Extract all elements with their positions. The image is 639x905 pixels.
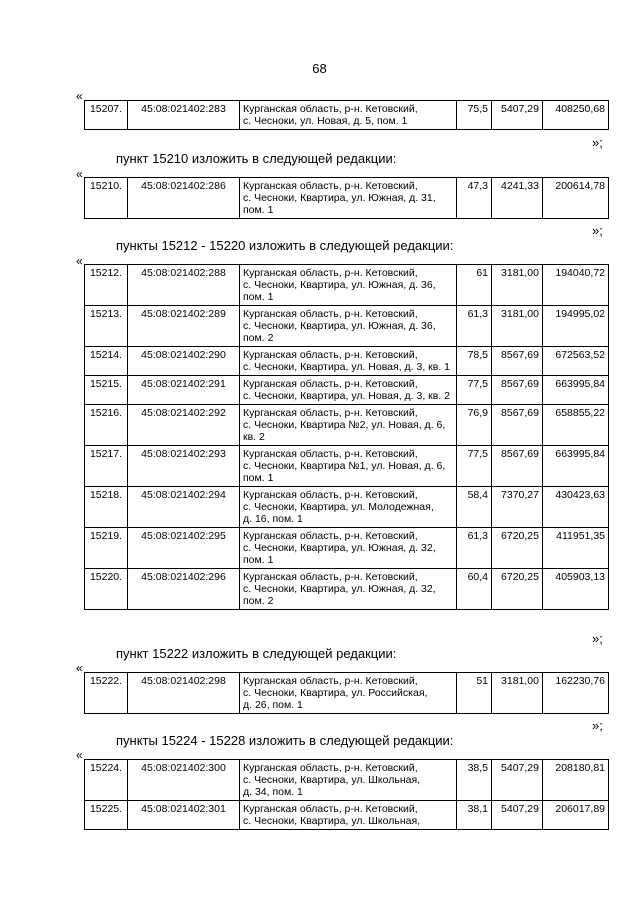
- open-quote: «: [76, 89, 83, 103]
- address: [240, 347, 457, 376]
- row-number: 15222.: [85, 673, 128, 714]
- address-line: Курганская область, р-н. Кетовский,: [243, 762, 418, 774]
- cadastral-value: 208180,81: [543, 760, 609, 801]
- cadastral-number: 45:08:021402:298: [128, 673, 240, 714]
- address: [240, 101, 457, 130]
- table-row: [85, 673, 609, 714]
- specific-value: 5407,29: [492, 101, 543, 130]
- area: 76,9: [457, 405, 492, 446]
- cadastral-number: 45:08:021402:301: [128, 801, 240, 830]
- address-line: Курганская область, р-н. Кетовский,: [243, 448, 418, 460]
- address: [240, 306, 457, 347]
- cadastral-value: 430423,63: [543, 487, 609, 528]
- amendment-paragraph: пункты 15212 - 15220 изложить в следующей редакции:: [116, 238, 454, 253]
- row-number: 15220.: [85, 569, 128, 610]
- address-line: Курганская область, р-н. Кетовский,: [243, 267, 418, 279]
- specific-value: 4241,33: [492, 178, 543, 219]
- address-line: с. Чесноки, Квартира №1, ул. Новая, д. 6,: [243, 460, 446, 472]
- cadastral-number: 45:08:021402:295: [128, 528, 240, 569]
- close-quote: »;: [592, 718, 603, 733]
- table-row: [85, 801, 609, 830]
- row-number: 15219.: [85, 528, 128, 569]
- cadastral-table: [84, 264, 609, 610]
- cadastral-number: 45:08:021402:296: [128, 569, 240, 610]
- specific-value: 3181,00: [492, 673, 543, 714]
- cadastral-number: 45:08:021402:283: [128, 101, 240, 130]
- cadastral-number: 45:08:021402:300: [128, 760, 240, 801]
- address: [240, 265, 457, 306]
- address-line: с. Чесноки, Квартира, ул. Южная, д. 36,: [243, 320, 436, 332]
- table-row: [85, 446, 609, 487]
- cadastral-value: 663995,84: [543, 446, 609, 487]
- row-number: 15215.: [85, 376, 128, 405]
- cadastral-number: 45:08:021402:286: [128, 178, 240, 219]
- address: [240, 178, 457, 219]
- specific-value: 8567,69: [492, 347, 543, 376]
- table-row: [85, 101, 609, 130]
- open-quote: «: [76, 254, 83, 268]
- area: 38,1: [457, 801, 492, 830]
- close-quote: »;: [592, 135, 603, 150]
- address-line: Курганская область, р-н. Кетовский,: [243, 803, 418, 815]
- close-quote: »;: [592, 631, 603, 646]
- cadastral-number: 45:08:021402:288: [128, 265, 240, 306]
- cadastral-value: 162230,76: [543, 673, 609, 714]
- cadastral-number: 45:08:021402:294: [128, 487, 240, 528]
- area: 38,5: [457, 760, 492, 801]
- address: [240, 569, 457, 610]
- cadastral-value: 408250,68: [543, 101, 609, 130]
- open-quote: «: [76, 748, 83, 762]
- table-row: [85, 569, 609, 610]
- address: [240, 673, 457, 714]
- address-line: пом. 2: [243, 332, 274, 344]
- row-number: 15210.: [85, 178, 128, 219]
- area: 61: [457, 265, 492, 306]
- address: [240, 376, 457, 405]
- address-line: с. Чесноки, Квартира, ул. Российская,: [243, 687, 428, 699]
- area: 51: [457, 673, 492, 714]
- row-number: 15217.: [85, 446, 128, 487]
- address-line: с. Чесноки, Квартира, ул. Южная, д. 32,: [243, 583, 436, 595]
- cadastral-value: 411951,35: [543, 528, 609, 569]
- area: 47,3: [457, 178, 492, 219]
- address-line: Курганская область, р-н. Кетовский,: [243, 180, 418, 192]
- address: [240, 760, 457, 801]
- cadastral-value: 194995,02: [543, 306, 609, 347]
- address-line: д. 26, пом. 1: [243, 699, 303, 711]
- row-number: 15212.: [85, 265, 128, 306]
- cadastral-number: 45:08:021402:293: [128, 446, 240, 487]
- address-line: кв. 2: [243, 431, 265, 443]
- specific-value: 8567,69: [492, 446, 543, 487]
- address-line: Курганская область, р-н. Кетовский,: [243, 571, 418, 583]
- cadastral-number: 45:08:021402:289: [128, 306, 240, 347]
- table-row: [85, 405, 609, 446]
- amendment-paragraph: пункты 15224 - 15228 изложить в следующей редакции:: [116, 733, 454, 748]
- address-line: пом. 1: [243, 472, 274, 484]
- area: 58,4: [457, 487, 492, 528]
- specific-value: 8567,69: [492, 405, 543, 446]
- cadastral-value: 200614,78: [543, 178, 609, 219]
- address-line: с. Чесноки, Квартира, ул. Школьная,: [243, 815, 421, 827]
- area: 61,3: [457, 528, 492, 569]
- address-line: пом. 1: [243, 204, 274, 216]
- row-number: 15213.: [85, 306, 128, 347]
- address: [240, 405, 457, 446]
- cadastral-table: [84, 672, 609, 714]
- address-line: Курганская область, р-н. Кетовский,: [243, 530, 418, 542]
- area: 61,3: [457, 306, 492, 347]
- row-number: 15225.: [85, 801, 128, 830]
- address-line: с. Чесноки, Квартира, ул. Южная, д. 36,: [243, 279, 436, 291]
- address-line: д. 16, пом. 1: [243, 513, 303, 525]
- table-row: [85, 376, 609, 405]
- address: [240, 801, 457, 830]
- table-row: [85, 760, 609, 801]
- address-line: пом. 1: [243, 291, 274, 303]
- cadastral-value: 405903,13: [543, 569, 609, 610]
- specific-value: 3181,00: [492, 265, 543, 306]
- cadastral-value: 206017,89: [543, 801, 609, 830]
- address-line: пом. 1: [243, 554, 274, 566]
- close-quote: »;: [592, 223, 603, 238]
- address-line: Курганская область, р-н. Кетовский,: [243, 407, 418, 419]
- cadastral-number: 45:08:021402:290: [128, 347, 240, 376]
- address-line: Курганская область, р-н. Кетовский,: [243, 308, 418, 320]
- area: 77,5: [457, 376, 492, 405]
- address-line: с. Чесноки, Квартира, ул. Южная, д. 32,: [243, 542, 436, 554]
- address-line: с. Чесноки, Квартира, ул. Молодежная,: [243, 501, 434, 513]
- cadastral-value: 663995,84: [543, 376, 609, 405]
- address-line: с. Чесноки, Квартира, ул. Новая, д. 3, кв. 1: [243, 361, 451, 373]
- page-number: 68: [312, 61, 327, 76]
- area: 75,5: [457, 101, 492, 130]
- cadastral-table: [84, 759, 609, 830]
- table-row: [85, 528, 609, 569]
- address: [240, 487, 457, 528]
- row-number: 15207.: [85, 101, 128, 130]
- address-line: Курганская область, р-н. Кетовский,: [243, 349, 418, 361]
- amendment-paragraph: пункт 15210 изложить в следующей редакции:: [116, 151, 397, 166]
- specific-value: 7370,27: [492, 487, 543, 528]
- address-line: пом. 2: [243, 595, 274, 607]
- cadastral-number: 45:08:021402:292: [128, 405, 240, 446]
- row-number: 15216.: [85, 405, 128, 446]
- address-line: с. Чесноки, Квартира, ул. Южная, д. 31,: [243, 192, 436, 204]
- cadastral-value: 194040,72: [543, 265, 609, 306]
- table-row: [85, 265, 609, 306]
- address: [240, 528, 457, 569]
- table-row: [85, 178, 609, 219]
- address-line: с. Чесноки, ул. Новая, д. 5, пом. 1: [243, 115, 408, 127]
- row-number: 15224.: [85, 760, 128, 801]
- table-row: [85, 347, 609, 376]
- amendment-paragraph: пункт 15222 изложить в следующей редакции:: [116, 646, 397, 661]
- specific-value: 3181,00: [492, 306, 543, 347]
- address-line: с. Чесноки, Квартира №2, ул. Новая, д. 6,: [243, 419, 446, 431]
- cadastral-table: [84, 177, 609, 219]
- specific-value: 5407,29: [492, 760, 543, 801]
- address-line: с. Чесноки, Квартира, ул. Школьная,: [243, 774, 421, 786]
- area: 60,4: [457, 569, 492, 610]
- cadastral-number: 45:08:021402:291: [128, 376, 240, 405]
- row-number: 15218.: [85, 487, 128, 528]
- address-line: Курганская область, р-н. Кетовский,: [243, 675, 418, 687]
- cadastral-value: 672563,52: [543, 347, 609, 376]
- specific-value: 5407,29: [492, 801, 543, 830]
- address-line: Курганская область, р-н. Кетовский,: [243, 103, 418, 115]
- cadastral-value: 658855,22: [543, 405, 609, 446]
- address: [240, 446, 457, 487]
- table-row: [85, 306, 609, 347]
- specific-value: 6720,25: [492, 569, 543, 610]
- cadastral-table: [84, 100, 609, 130]
- table-row: [85, 487, 609, 528]
- open-quote: «: [76, 167, 83, 181]
- area: 77,5: [457, 446, 492, 487]
- address-line: Курганская область, р-н. Кетовский,: [243, 489, 418, 501]
- area: 78,5: [457, 347, 492, 376]
- open-quote: «: [76, 661, 83, 675]
- address-line: Курганская область, р-н. Кетовский,: [243, 378, 418, 390]
- row-number: 15214.: [85, 347, 128, 376]
- specific-value: 6720,25: [492, 528, 543, 569]
- address-line: с. Чесноки, Квартира, ул. Новая, д. 3, кв. 2: [243, 390, 451, 402]
- address-line: д. 34, пом. 1: [243, 786, 303, 798]
- specific-value: 8567,69: [492, 376, 543, 405]
